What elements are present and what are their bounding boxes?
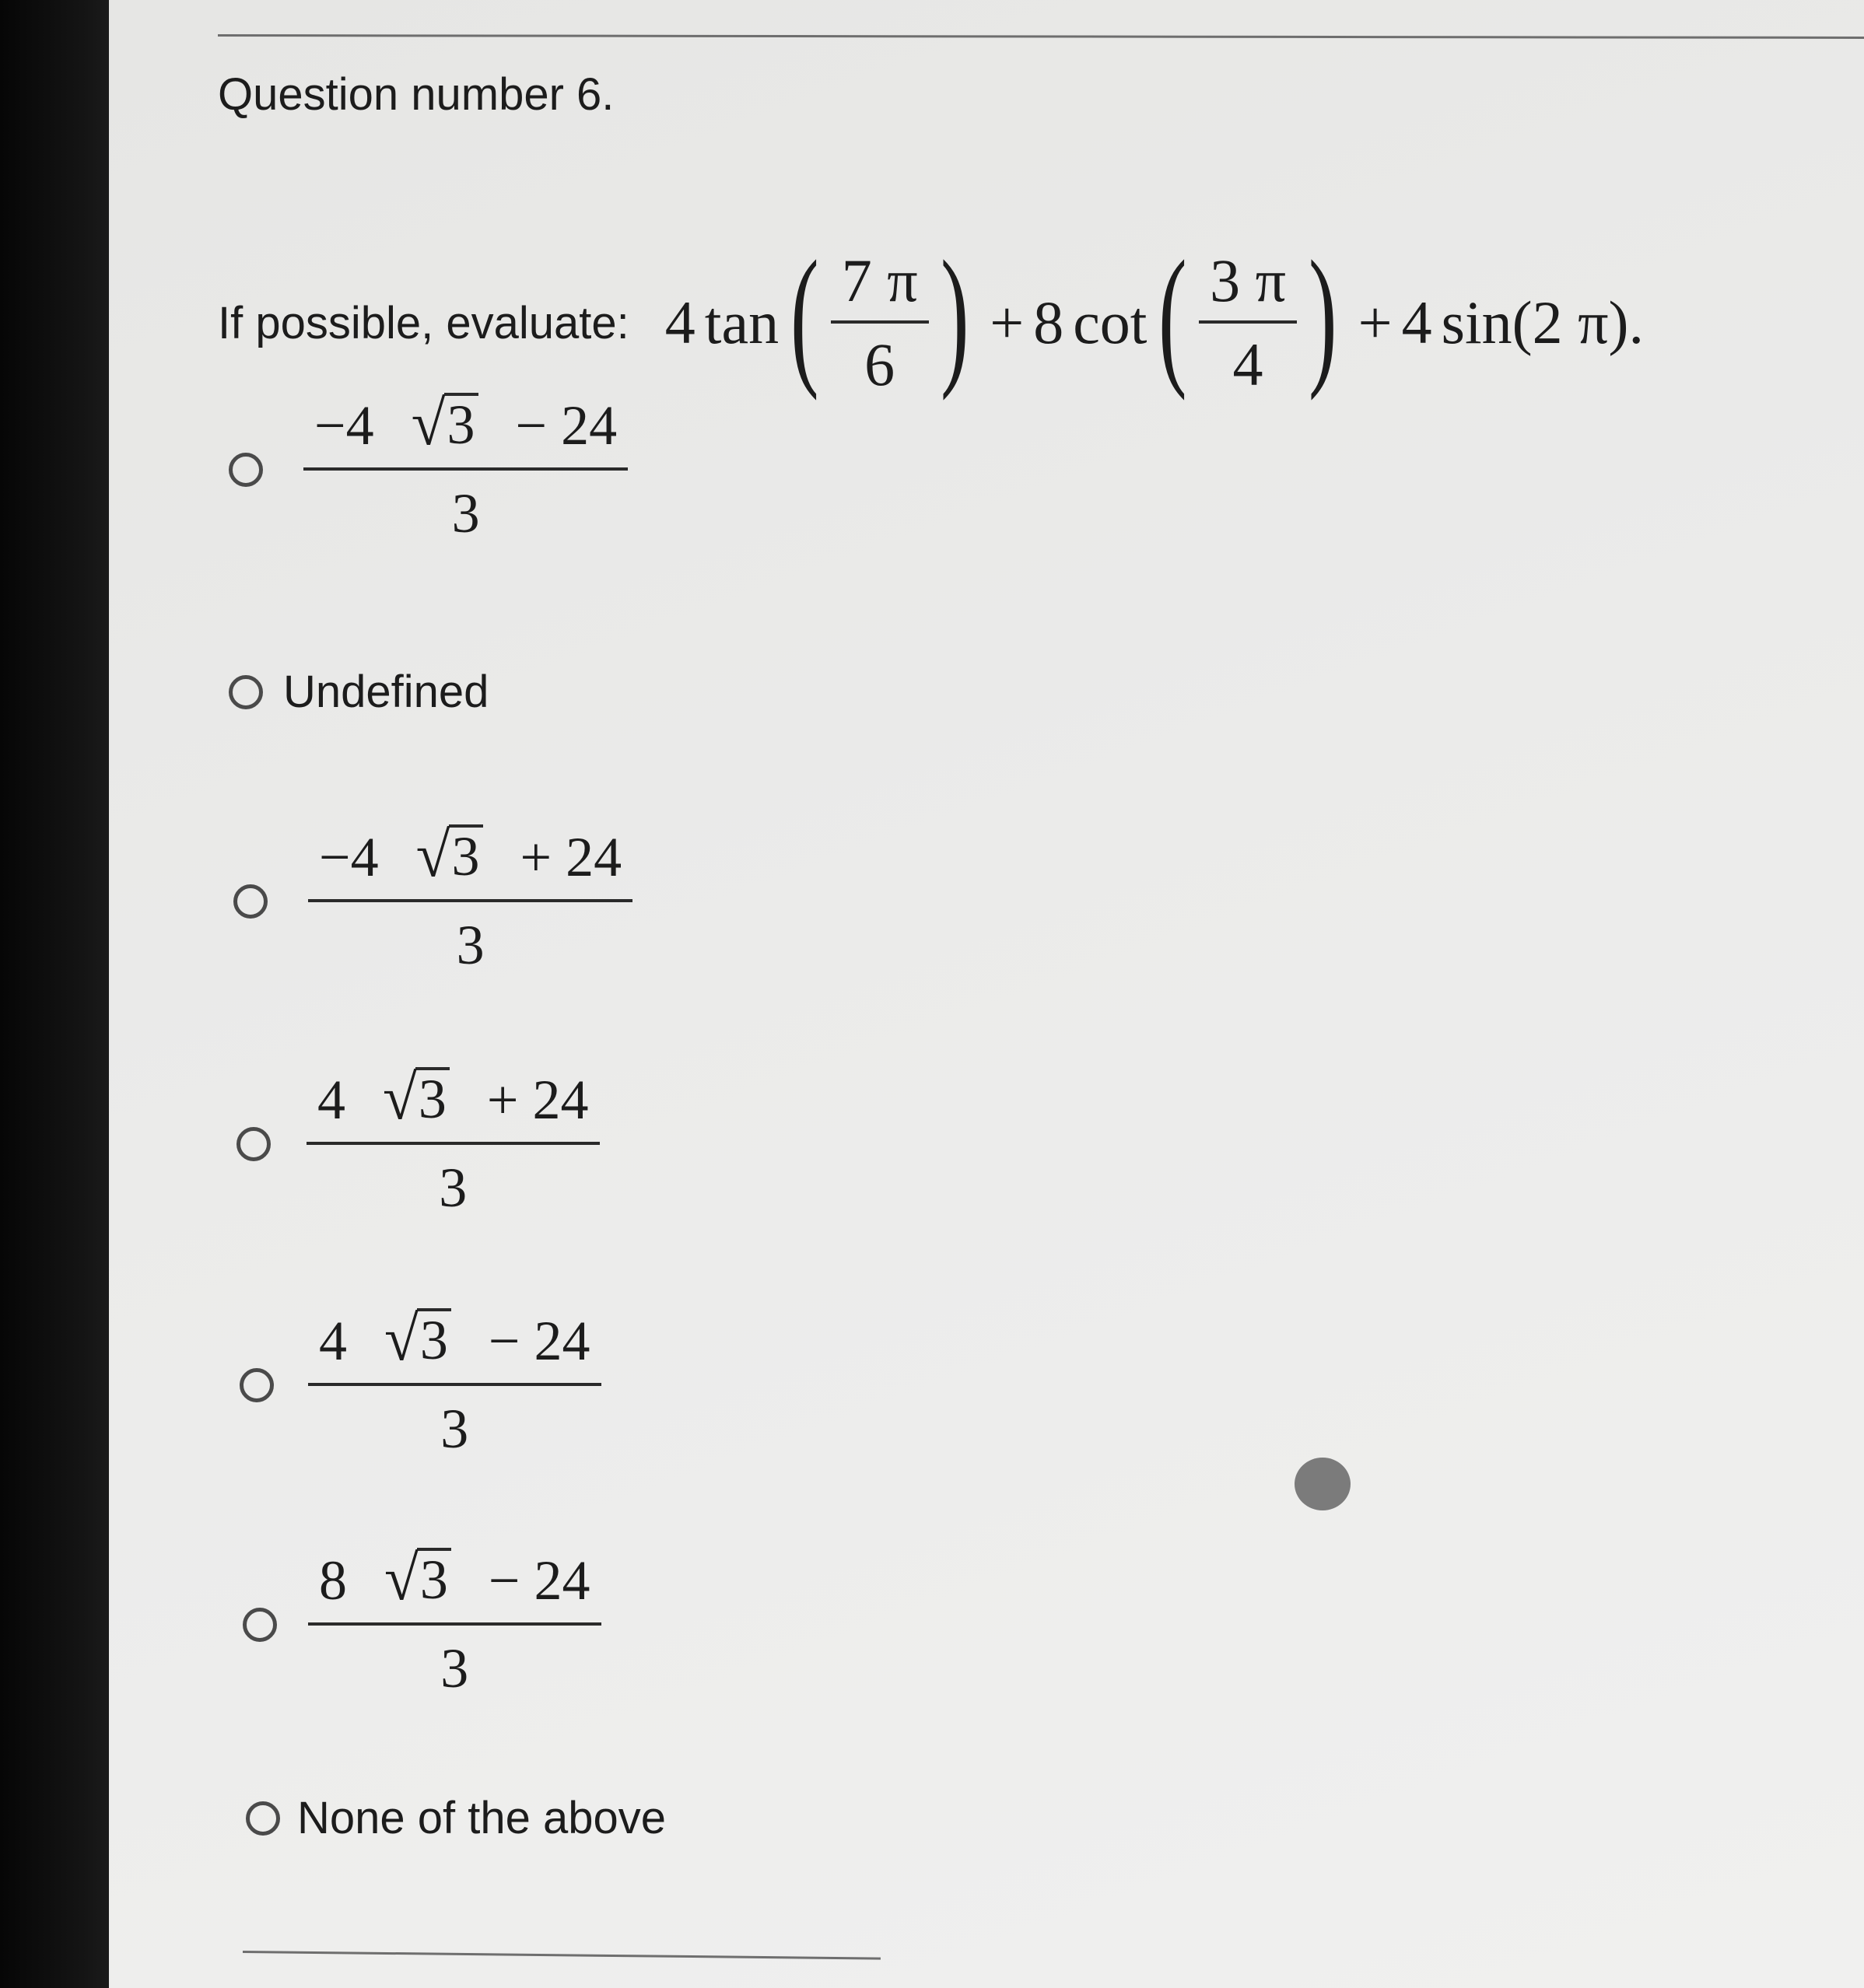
- option-5[interactable]: [240, 1304, 601, 1461]
- function-sin-call: sin(2 π): [1441, 289, 1629, 356]
- option-3-denominator: 3: [456, 914, 485, 976]
- paren-open-1: (: [790, 229, 819, 401]
- operator-plus-2: +: [1358, 289, 1393, 356]
- argument-2-fraction: [1199, 246, 1297, 400]
- argument-1-numerator: 7 π: [831, 246, 929, 324]
- paren-close-2: ): [1308, 229, 1337, 401]
- option-1-fraction: [303, 389, 628, 546]
- option-5-lead: 4: [319, 1310, 347, 1372]
- option-1-radicand: 3: [444, 393, 478, 455]
- radical-icon: √: [383, 1063, 417, 1133]
- expression-terminator: .: [1628, 289, 1644, 356]
- function-cot: cot: [1073, 289, 1147, 356]
- option-6[interactable]: [243, 1544, 601, 1701]
- option-2-label: Undefined: [283, 667, 489, 717]
- option-6-denominator: 3: [440, 1637, 469, 1699]
- option-7-radio[interactable]: [246, 1801, 280, 1836]
- option-5-fraction: [308, 1304, 601, 1461]
- option-5-denominator: 3: [440, 1398, 469, 1460]
- question-prompt-row: [218, 229, 1644, 412]
- coefficient-1: 4: [664, 289, 695, 356]
- option-4-sqrt: [383, 1063, 450, 1133]
- radical-icon: √: [415, 821, 450, 891]
- option-4[interactable]: [237, 1063, 600, 1220]
- option-4-radio[interactable]: [237, 1127, 271, 1161]
- option-4-denominator: 3: [439, 1157, 468, 1219]
- option-4-radicand: 3: [415, 1067, 450, 1129]
- option-3-radio[interactable]: [233, 884, 268, 919]
- option-1-lead: −4: [314, 394, 374, 457]
- question-expression: [664, 229, 1644, 401]
- argument-2-numerator: 3 π: [1199, 246, 1297, 324]
- option-1-denominator: 3: [451, 482, 480, 544]
- coefficient-2: 8: [1033, 289, 1064, 356]
- option-7[interactable]: [246, 1792, 666, 1844]
- option-2-radio[interactable]: [229, 675, 263, 709]
- option-4-fraction: [307, 1063, 600, 1220]
- option-2[interactable]: [229, 666, 489, 718]
- option-6-radio[interactable]: [243, 1608, 277, 1642]
- option-1-radio[interactable]: [229, 453, 263, 487]
- option-5-tail: − 24: [488, 1310, 590, 1372]
- coefficient-3: 4: [1401, 289, 1432, 356]
- question-number: Question number 6.: [218, 69, 615, 120]
- option-7-label: None of the above: [297, 1793, 667, 1843]
- option-3-sqrt: [415, 821, 483, 891]
- question-prompt: If possible, evaluate:: [218, 297, 629, 348]
- option-5-sqrt: [384, 1304, 451, 1374]
- operator-plus-1: +: [990, 289, 1025, 356]
- paren-close-1: ): [940, 229, 969, 401]
- radical-icon: √: [384, 1304, 419, 1374]
- option-1[interactable]: [229, 389, 628, 546]
- option-3-radicand: 3: [449, 824, 483, 887]
- cursor-dot: [1295, 1458, 1351, 1510]
- option-5-radio[interactable]: [240, 1368, 274, 1402]
- option-3-fraction: [308, 821, 632, 978]
- option-5-radicand: 3: [417, 1308, 451, 1370]
- option-3-tail: + 24: [520, 826, 622, 888]
- radical-icon: √: [411, 389, 446, 459]
- screen-bezel: [0, 0, 117, 1988]
- option-6-radicand: 3: [417, 1548, 451, 1610]
- argument-1-denominator: 6: [864, 331, 895, 398]
- paren-open-2: (: [1158, 229, 1188, 401]
- option-1-sqrt: [411, 389, 478, 459]
- option-6-tail: − 24: [488, 1549, 590, 1612]
- option-3-lead: −4: [319, 826, 379, 888]
- function-tan: tan: [704, 289, 780, 356]
- option-4-lead: 4: [317, 1069, 345, 1131]
- argument-1-fraction: [831, 246, 929, 400]
- option-4-tail: + 24: [486, 1069, 589, 1131]
- option-3[interactable]: [233, 821, 632, 978]
- option-6-sqrt: [384, 1544, 451, 1614]
- radical-icon: √: [384, 1544, 419, 1614]
- argument-2-denominator: 4: [1232, 331, 1263, 398]
- option-6-lead: 8: [319, 1549, 347, 1612]
- option-1-tail: − 24: [515, 394, 618, 457]
- option-6-fraction: [308, 1544, 601, 1701]
